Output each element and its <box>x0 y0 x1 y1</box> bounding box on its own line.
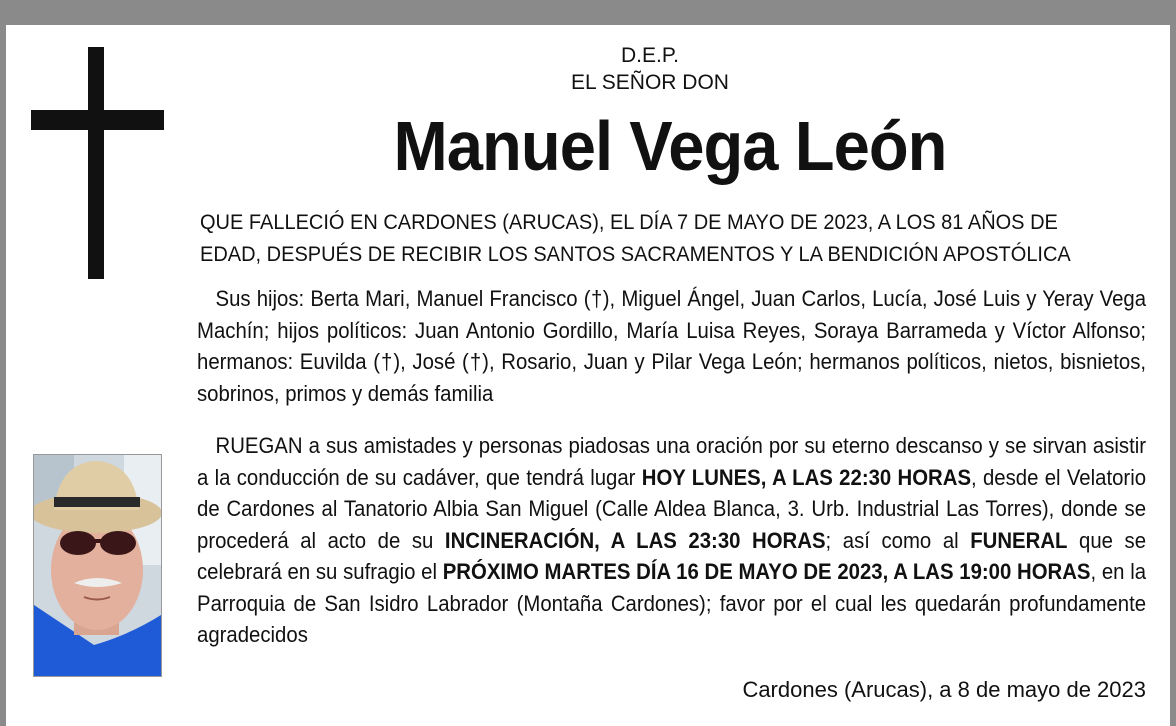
ruegan-text-2: , desde el Velatorio de Cardones al Tanatorio Albia San Miguel (Calle Aldea Blanca, 3. Urb. Industrial Las Torres), donde se procederá al acto de su <box>197 464 1147 553</box>
ruegan-text-4: que se celebrará en su sufragio el <box>197 527 1147 584</box>
ruegan-text-5: , en la Parroquia de San Isidro Labrador (Montaña Cardones); favor por el cual les quedarán profundamente agradecidos <box>197 559 1147 647</box>
ruegan-text-3: ; así como al <box>825 527 971 553</box>
ruegan-text-1: RUEGAN a sus amistades y personas piadosas una oración por su eterno descanso y se sirvan asistir a la conducción de su cadáver, que tendrá lugar <box>197 433 1147 490</box>
death-notice-intro <box>200 206 1147 270</box>
intro-line-2: EDAD, DESPUÉS DE RECIBIR LOS SANTOS SACRAMENTOS Y LA BENDICIÓN APOSTÓLICA <box>200 242 1071 266</box>
ruegan-bold-3: FUNERAL <box>970 527 1068 553</box>
cross-icon-bar <box>31 110 164 130</box>
dep-label: D.E.P. <box>621 44 679 67</box>
ceremony-paragraph <box>197 430 1146 651</box>
family-text: Sus hijos: Berta Mari, Manuel Francisco (†), Miguel Ángel, Juan Carlos, Lucía, José Luis y Yeray Vega Machín; hijos políticos: Juan Antonio Gordillo, María Luisa Reyes, Soraya Barrameda y Víctor Alfonso; hermanos: Euvilda (†), José (†), Rosario, Juan y Pilar Vega León; hermanos políticos, nietos, bisnietos, sobrinos, primos y demás familia <box>197 286 1147 406</box>
deceased-photo <box>33 454 162 677</box>
deceased-name: Manuel Vega León <box>393 107 947 185</box>
family-paragraph <box>197 283 1146 409</box>
cross-icon <box>88 47 104 279</box>
ruegan-bold-2: INCINERACIÓN, A LAS 23:30 HORAS <box>444 527 826 553</box>
senor-label: EL SEÑOR DON <box>571 71 729 94</box>
closing-date: Cardones (Arucas), a 8 de mayo de 2023 <box>742 677 1146 702</box>
intro-line-1: QUE FALLECIÓ EN CARDONES (ARUCAS), EL DÍA 7 DE MAYO DE 2023, A LOS 81 AÑOS DE <box>200 210 1058 234</box>
ruegan-bold-4: PRÓXIMO MARTES DÍA 16 DE MAYO DE 2023, A LAS 19:00 HORAS <box>442 559 1091 584</box>
ruegan-bold-1: HOY LUNES, A LAS 22:30 HORAS <box>641 464 972 490</box>
